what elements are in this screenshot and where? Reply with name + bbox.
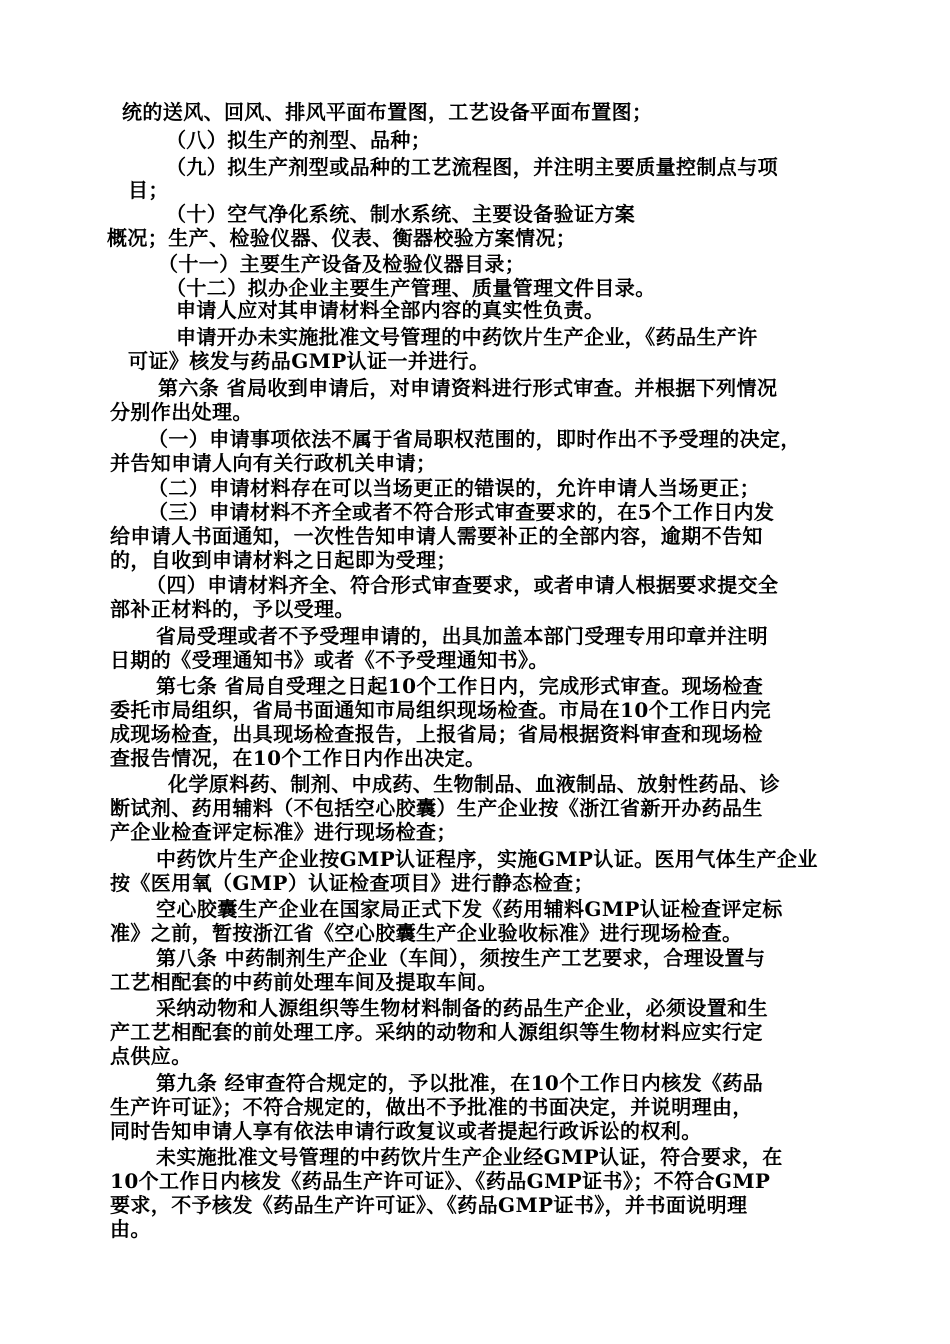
text-line: 要求，不予核发《药品生产许可证》、《药品GMP证书》，并书面说明理 xyxy=(110,1193,748,1217)
text-line: 给申请人书面通知，一次性告知申请人需要补正的全部内容，逾期不告知 xyxy=(110,524,763,548)
text-line: 化学原料药、制剂、中成药、生物制品、血液制品、放射性药品、诊 xyxy=(168,772,780,796)
text-line: 未实施批准文号管理的中药饮片生产企业经GMP认证，符合要求，在 xyxy=(156,1145,783,1169)
text-line: 空心胶囊生产企业在国家局正式下发《药用辅料GMP认证检查评定标 xyxy=(156,897,783,921)
text-line: 产企业检查评定标准》进行现场检查； xyxy=(110,820,457,844)
text-line: （九）拟生产剂型或品种的工艺流程图，并注明主要质量控制点与项 xyxy=(166,155,778,179)
text-line: 按《医用氧（GMP）认证检查项目》进行静态检查； xyxy=(110,871,594,895)
text-line: （十）空气净化系统、制水系统、主要设备验证方案 xyxy=(166,202,636,226)
text-line: 部补正材料的，予以受理。 xyxy=(110,597,355,621)
text-line: 的，自收到申请材料之日起即为受理； xyxy=(110,548,457,572)
text-line: 由。 xyxy=(110,1217,151,1241)
text-line: 第六条 省局收到申请后，对申请资料进行形式审查。并根据下列情况 xyxy=(158,376,778,400)
text-line: 采纳动物和人源组织等生物材料制备的药品生产企业，必须设置和生 xyxy=(156,996,768,1020)
text-line: 第八条 中药制剂生产企业（车间），须按生产工艺要求，合理设置与 xyxy=(156,946,766,970)
text-line: 10个工作日内核发《药品生产许可证》、《药品GMP证书》；不符合GMP xyxy=(110,1169,771,1193)
text-line: 目； xyxy=(128,178,169,202)
text-line: 第九条 经审查符合规定的，予以批准，在10个工作日内核发《药品 xyxy=(156,1071,764,1095)
text-line: 查报告情况，在10个工作日内作出决定。 xyxy=(110,746,486,770)
text-line: 统的送风、回风、排风平面布置图，工艺设备平面布置图； xyxy=(122,100,653,124)
text-line: 断试剂、药用辅料（不包括空心胶囊）生产企业按《浙江省新开办药品生 xyxy=(110,796,763,820)
text-line: 分别作出处理。 xyxy=(110,400,253,424)
text-line: 省局受理或者不予受理申请的，出具加盖本部门受理专用印章并注明 xyxy=(156,624,768,648)
text-line: （四）申请材料齐全、符合形式审查要求，或者申请人根据要求提交全 xyxy=(146,573,779,597)
text-line: （十一）主要生产设备及检验仪器目录； xyxy=(158,252,526,276)
text-line: （二）申请材料存在可以当场更正的错误的，允许申请人当场更正； xyxy=(148,476,760,500)
text-line: 产工艺相配套的前处理工序。采纳的动物和人源组织等生物材料应实行定 xyxy=(110,1020,763,1044)
text-line: 可证》核发与药品GMP认证一并进行。 xyxy=(128,349,490,373)
text-line: 同时告知申请人享有依法申请行政复议或者提起行政诉讼的权利。 xyxy=(110,1119,702,1143)
text-line: （八）拟生产的剂型、品种； xyxy=(166,128,432,152)
text-line: 并告知申请人向有关行政机关申请； xyxy=(110,451,437,475)
text-line: 准》之前，暂按浙江省《空心胶囊生产企业验收标准》进行现场检查。 xyxy=(110,921,743,945)
text-line: 点供应。 xyxy=(110,1044,192,1068)
text-line: 申请人应对其申请材料全部内容的真实性负责。 xyxy=(176,298,605,322)
text-line: 概况；生产、检验仪器、仪表、衡器校验方案情况； xyxy=(107,226,577,250)
text-line: （三）申请材料不齐全或者不符合形式审查要求的，在5个工作日内发 xyxy=(148,500,775,524)
text-line: 申请开办未实施批准文号管理的中药饮片生产企业，《药品生产许 xyxy=(176,325,758,349)
text-line: 委托市局组织，省局书面通知市局组织现场检查。市局在10个工作日内完 xyxy=(110,698,772,722)
text-line: （十二）拟办企业主要生产管理、质量管理文件目录。 xyxy=(166,276,656,300)
text-line: （一）申请事项依法不属于省局职权范围的，即时作出不予受理的决定， xyxy=(148,427,801,451)
text-line: 日期的《受理通知书》或者《不予受理通知书》。 xyxy=(110,648,549,672)
text-line: 第七条 省局自受理之日起10个工作日内，完成形式审查。现场检查 xyxy=(156,674,764,698)
text-line: 生产许可证》；不符合规定的，做出不予批准的书面决定，并说明理由， xyxy=(110,1095,753,1119)
text-line: 成现场检查，出具现场检查报告，上报省局；省局根据资料审查和现场检 xyxy=(110,722,763,746)
text-line: 工艺相配套的中药前处理车间及提取车间。 xyxy=(110,970,498,994)
text-line: 中药饮片生产企业按GMP认证程序，实施GMP认证。医用气体生产企业 xyxy=(156,847,818,871)
